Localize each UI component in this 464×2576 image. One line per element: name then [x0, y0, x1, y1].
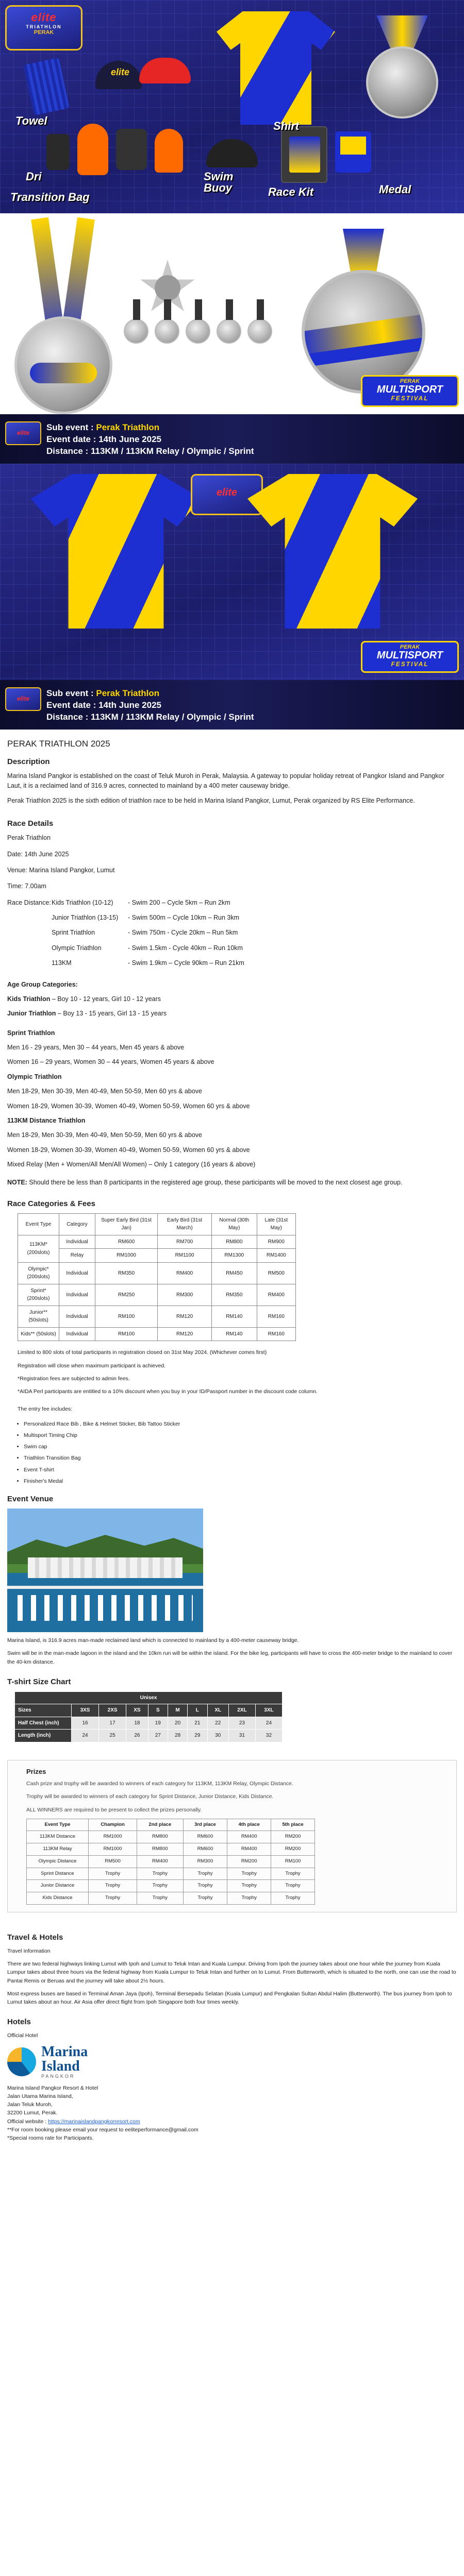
towel-label: Towel: [15, 114, 47, 127]
race-kit-image: [281, 126, 327, 183]
size-chart-caption: Unisex: [15, 1691, 283, 1704]
medal-banner: [0, 213, 464, 414]
medal-image: [356, 15, 449, 118]
elite-logo: elite: [191, 474, 263, 515]
junior-categories: Junior Triathlon – Boy 13 - 15 years, Girl 13 - 15 years: [7, 1010, 167, 1018]
elite-logo: elite TRIATHLON PERAK: [5, 5, 82, 50]
sprint-line: Men 16 - 29 years, Men 30 – 44 years, Men 45 years & above: [7, 1044, 185, 1051]
entry-fee-heading: The entry fee includes:: [18, 1406, 73, 1413]
list-item: • Multisport Timing Chip: [24, 1431, 457, 1439]
age-group-heading: Age Group Categories:: [7, 980, 78, 988]
fees-row: Kids** (50slots) Individual RM100 RM120 RM140 RM160: [18, 1327, 296, 1341]
list-item: • Triathlon Transition Bag: [24, 1454, 457, 1462]
marina-island-logo: Marina Island PANGKOR: [7, 2045, 457, 2079]
olympic-heading: Olympic Triathlon: [7, 1073, 62, 1080]
description-paragraph-2: Perak Triathlon 2025 is the sixth edition of triathlon race to be held in Marina Island Pangkor, Lumut, Perak organized by RS Elite Performance.: [7, 796, 415, 804]
fees-row: Sprint* (200slots) Individual RM250 RM300 RM350 RM400: [18, 1284, 296, 1306]
booking-note: **For room booking please email your request to eeliteperformance@gmail.com: [7, 2126, 198, 2133]
race-kit-label: Race Kit: [268, 185, 314, 198]
mini-medal-3: [186, 319, 210, 344]
hotels-heading: Hotels: [7, 2018, 31, 2027]
kids-categories: Kids Triathlon – Boy 10 - 12 years, Girl 10 - 12 years: [7, 995, 161, 1003]
list-item: • Swim cap: [24, 1443, 457, 1451]
venue-heading: Event Venue: [7, 1495, 54, 1504]
mini-medal-5: [247, 319, 272, 344]
fees-header-row: Event Type Category Super Early Bird (31st Jan) Early Bird (31st March) Normal (30th May) Late (31st May): [18, 1213, 296, 1235]
km113-line: Women 18-29, Women 30-39, Women 40-49, Women 50-59, Women 60 yrs & above: [7, 1146, 250, 1154]
fees-row: Relay RM1000 RM1100 RM1300 RM1400: [18, 1249, 296, 1263]
dri-bag-image: [46, 134, 70, 170]
race-distance-row: Junior Triathlon (13-15) - Swim 500m – Cycle 10km – Run 3km: [52, 914, 240, 921]
km113-heading: 113KM Distance Triathlon: [7, 1116, 86, 1124]
race-date: Date: 14th June 2025: [7, 850, 69, 858]
tshirt-banner: [0, 464, 464, 680]
km113-line: Mixed Relay (Men + Women/All Men/All Women) – Only 1 category (16 years & above): [7, 1161, 256, 1168]
fees-row: Olympic* (200slots) Individual RM350 RM400 RM450 RM500: [18, 1262, 296, 1284]
prize-header-row: Event Type Champion 2nd place 3rd place 4th place 5th place: [27, 1819, 315, 1831]
length-row: Length (inch) 24 25 26 27 28 29 30 31 32: [15, 1730, 283, 1742]
event-info-strip-1: [0, 414, 464, 464]
fee-notes: Limited to 800 slots of total participants in registration closed on 31st May 2024. (Whichever comes first) Registration will close when maximum participant is achieved. *Registration fees are subjected to admin fees. *AIDA Perl participants are entitled to a 10% discount when you buy in your ID/Passport number in the discount code column.: [18, 1349, 318, 1395]
marina-island-mark: [7, 2047, 36, 2076]
prize-row: 113KM Distance RM1000 RM800 RM600 RM400 RM200: [27, 1831, 315, 1843]
travel-paragraph-2: Most express buses are based in Terminal Aman Jaya (Ipoh), Terminal Bersepadu Selatan (Kuala Lumpur) and Pengkalan Sultan Abdul Halim (Butterworth). The bus journey from Ipoh to Lumut takes about an hour. Air Asia offer direct flight from Ipoh Singapore both four times weekly.: [7, 1990, 452, 2006]
race-name: Perak Triathlon: [7, 834, 51, 842]
hotel-address-3: 32200 Lumut, Perak.: [7, 2110, 58, 2116]
race-distance-row: Sprint Triathlon - Swim 750m - Cycle 20km – Run 5km: [52, 929, 238, 937]
hotel-website-line: Official website : https://marinaislandpangkorresort.com: [7, 2118, 140, 2125]
half-chest-row: Half Chest (inch) 16 17 18 19 20 21 22 23 24: [15, 1717, 283, 1730]
size-chart-heading: T-shirt Size Chart: [7, 1677, 71, 1686]
prize-row: Sprint Distance Trophy Trophy Trophy Trophy Trophy: [27, 1868, 315, 1880]
venue-paragraph-2: Swim will be in the man-made lagoon in the island and the 10km run will be within the island. For the bike leg, participants will have to cross the 400-meter bridge to the mainland to cover the 40-km distance.: [7, 1650, 453, 1665]
dri-label: Dri: [26, 170, 42, 183]
sub-event-line: Sub event : Perak Triathlon: [46, 688, 160, 698]
badge-image: [335, 131, 371, 173]
event-date-line: Event date : 14th June 2025: [46, 700, 161, 710]
fees-table: [18, 1213, 296, 1342]
transition-bag-image: [116, 129, 147, 170]
list-item: • Personalized Race Bib , Bike & Helmet Sticker, Bib Tattoo Sticker: [24, 1420, 457, 1428]
age-group-note: NOTE: Should there be less than 8 participants in the registered age group, these participants will be moved to the next closest age group.: [7, 1179, 403, 1187]
hotel-address-2: Jalan Teluk Muroh,: [7, 2102, 53, 2108]
elite-mini-logo: elite: [5, 687, 41, 711]
size-chart-table: [14, 1691, 283, 1742]
race-distance-row: Race Distance: Kids Triathlon (10-12) - Swim 200 – Cycle 5km – Run 2km: [7, 899, 230, 906]
star-center: [155, 275, 180, 301]
size-header-row: Sizes 3XS 2XS XS S M L XL 2XL 3XL: [15, 1704, 283, 1717]
fees-row: 113KM* (200slots) Individual RM600 RM700 RM800 RM900: [18, 1235, 296, 1249]
buoy-image: [77, 124, 108, 175]
festival-logo: PERAK MULTISPORT FESTIVAL: [361, 375, 459, 407]
mini-medal-4: [217, 319, 241, 344]
olympic-line: Men 18-29, Men 30-39, Men 40-49, Men 50-59, Men 60 yrs & above: [7, 1088, 202, 1095]
list-item: • Event T-shirt: [24, 1466, 457, 1474]
travel-subheading: Travel information: [7, 1947, 51, 1954]
race-distance-row: 113KM - Swim 1.9km – Cycle 90km – Run 21km: [52, 959, 244, 967]
list-item: • Finisher's Medal: [24, 1477, 457, 1485]
prize-row: Junior Distance Trophy Trophy Trophy Trophy Trophy: [27, 1880, 315, 1892]
hotel-address-1: Jalan Utama Marina Island,: [7, 2093, 73, 2099]
description-heading: Description: [7, 757, 50, 766]
distance-line: Distance : 113KM / 113KM Relay / Olympic / Sprint: [46, 712, 254, 722]
mini-medal-1: [124, 319, 148, 344]
swim-buoy-image: [155, 129, 183, 173]
sprint-heading: Sprint Triathlon: [7, 1029, 55, 1037]
race-time: Time: 7.00am: [7, 883, 46, 890]
swim-buoy-label: Swim Buoy: [204, 170, 234, 194]
km113-line: Men 18-29, Men 30-39, Men 40-49, Men 50-59, Men 60 yrs & above: [7, 1131, 202, 1139]
fees-heading: Race Categories & Fees: [7, 1199, 95, 1208]
cap-elite-text: elite: [111, 67, 130, 77]
sprint-line: Women 16 – 29 years, Women 30 – 44 years, Women 45 years & above: [7, 1058, 214, 1066]
special-rate-note: *Special rooms rate for Participants.: [7, 2135, 94, 2142]
race-venue: Venue: Marina Island Pangkor, Lumut: [7, 866, 115, 874]
distance-line: Distance : 113KM / 113KM Relay / Olympic / Sprint: [46, 446, 254, 456]
merch-banner: [0, 0, 464, 213]
transition-bag-label: Transition Bag: [10, 191, 90, 204]
main-content: [0, 730, 464, 2143]
prize-row: 113KM Relay RM1000 RM800 RM600 RM400 RM200: [27, 1843, 315, 1856]
event-date-line: Event date : 14th June 2025: [46, 434, 161, 444]
prize-row: Kids Distance Trophy Trophy Trophy Trophy Trophy: [27, 1892, 315, 1905]
prizes-panel: Prizes Cash prize and trophy will be awarded to winners of each category for 113KM, 113KM Relay, Olympic Distance. Trophy will be awarded to winners of each category for Sprint Distance, Junior Distance, Kids Distance. ALL WINNERS are required to be present to collect the prizes personally. Event Type Champion 2nd place 3rd place 4th place 5th place 113KM Distance RM1000 RM800 RM600 RM400 RM200 113KM Relay RM1000 RM800 RM600 RM400 RM200 Olympic Distance RM500 RM400 RM300 RM200 RM100 Sprint Distance Trophy Trophy Trophy Trophy Trophy Junior Distance Trophy Trophy Trophy Trophy Trophy Kids Distance Trophy Trophy Trophy Trophy Trophy: [7, 1760, 457, 1912]
prize-table: [26, 1819, 315, 1905]
hotel-name: Marina Island Pangkor Resort & Hotel: [7, 2084, 98, 2091]
festival-logo: PERAK MULTISPORT FESTIVAL: [361, 641, 459, 673]
large-medal-image: [291, 229, 436, 394]
venue-photo: [7, 1509, 203, 1632]
fees-row: Junior** (50slots) Individual RM100 RM120 RM140 RM160: [18, 1306, 296, 1327]
travel-heading: Travel & Hotels: [7, 1933, 63, 1942]
description-paragraph-1: Marina Island Pangkor is established on the coast of Teluk Muroh in Perak, Malaysia. A gateway to popular holiday retreat of Pangkor Island and Pangkor Laut, it is a reclaimed land of 316.9 acres, connected to mainland by a 400 meter causeway bridge.: [7, 772, 444, 790]
sub-event-line: Sub event : Perak Triathlon: [46, 422, 160, 432]
medal-label: Medal: [379, 183, 411, 196]
shirt-label: Shirt: [273, 120, 300, 132]
event-info-strip-2: [0, 680, 464, 730]
race-distance-row: Olympic Triathlon - Swim 1.5km - Cycle 40km – Run 10km: [52, 944, 243, 952]
mini-medal-2: [155, 319, 179, 344]
page-title: PERAK TRIATHLON 2025: [7, 739, 110, 749]
prizes-heading: Prizes: [26, 1767, 46, 1775]
entry-fee-list: [24, 1420, 457, 1486]
prize-row: Olympic Distance RM500 RM400 RM300 RM200 RM100: [27, 1855, 315, 1868]
hotel-website-link[interactable]: https://marinaislandpangkorresort.com: [48, 2118, 140, 2125]
race-details-heading: Race Details: [7, 819, 54, 828]
finisher-medal-image: [14, 316, 112, 414]
official-hotel-label: Official Hotel: [7, 2032, 38, 2039]
venue-paragraph-1: Marina Island, is 316.9 acres man-made reclaimed land which is connected to mainland by a 400-meter causeway bridge.: [7, 1637, 299, 1644]
travel-paragraph-1: There are two federal highways linking Lumut with Ipoh and Lumut to Teluk Intan and Kuala Lumpur. Driving from Ipoh the journey takes about one hour while the journey from Kuala Lumpur takes about three hours via the federal highway from Kuala Lumpur to Teluk Intan and further on to Lumut. From Butterworth, which is situated to the north, one can use the road to Pantai Remis or Beruas and the journey will take about 2½ hours.: [7, 1961, 456, 1984]
race-distance-list: [7, 898, 457, 969]
elite-mini-logo: elite: [5, 421, 41, 445]
olympic-line: Women 18-29, Women 30-39, Women 40-49, Women 50-59, Women 60 yrs & above: [7, 1102, 250, 1110]
